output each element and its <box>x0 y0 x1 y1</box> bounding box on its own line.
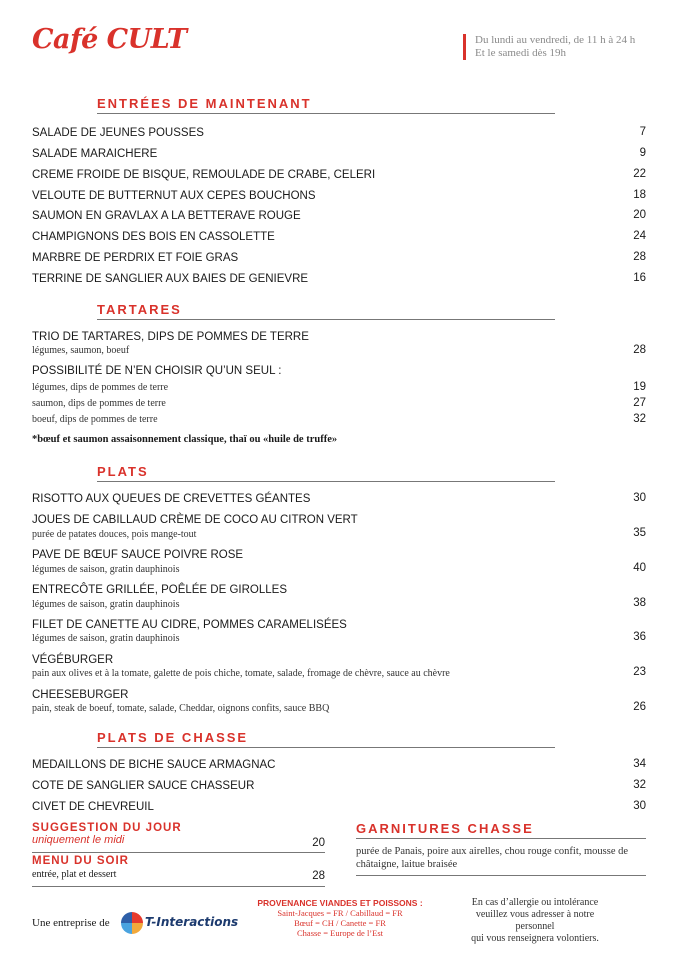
allergy-line: qui vous renseignera volontiers. <box>471 933 599 944</box>
section-title-entrees: ENTRÉES DE MAINTENANT <box>97 96 555 114</box>
menu-item <box>32 251 646 265</box>
item-description: pain, steak de boeuf, tomate, salade, Cheddar, oignons confits, sauce BBQ <box>32 703 330 714</box>
menu-item <box>32 230 646 244</box>
item-name: CREME FROIDE DE BISQUE, REMOULADE DE CRABE, CELERI <box>32 169 376 181</box>
menu-soir-title: MENU DU SOIR <box>32 855 129 867</box>
opening-hours <box>463 34 635 60</box>
item-description: légumes de saison, gratin dauphinois <box>32 564 180 575</box>
item-name: CHEESEBURGER <box>32 689 129 701</box>
item-price: 34 <box>633 758 646 770</box>
item-price: 7 <box>639 126 646 138</box>
suggestion-subtitle: uniquement le midi <box>32 834 125 846</box>
company-prefix: Une entreprise de <box>32 917 110 929</box>
menu-item <box>32 168 646 182</box>
menu-item <box>32 583 646 597</box>
menu-item <box>32 189 646 203</box>
item-price: 30 <box>633 492 646 504</box>
garnitures-text: purée de Panais, poire aux airelles, chou rouge confit, mousse de châtaigne, laitue braisée <box>356 845 646 876</box>
menu-item <box>32 800 646 814</box>
item-name: CHAMPIGNONS DES BOIS EN CASSOLETTE <box>32 231 275 243</box>
item-price: 16 <box>633 272 646 284</box>
item-price: 28 <box>633 344 646 356</box>
item-name: SALADE DE JEUNES POUSSES <box>32 127 204 139</box>
item-price: 32 <box>633 413 646 425</box>
item-price: 27 <box>633 397 646 409</box>
allergy-notice <box>460 897 610 945</box>
item-price: 18 <box>633 189 646 201</box>
item-price: 32 <box>633 779 646 791</box>
section-title-chasse: PLATS DE CHASSE <box>97 730 555 748</box>
menu-item <box>32 548 646 562</box>
menu-soir-desc: entrée, plat et dessert <box>32 869 117 880</box>
menu-subheading <box>32 364 646 378</box>
item-price: 28 <box>633 251 646 263</box>
garnitures-title: GARNITURES CHASSE <box>356 821 646 839</box>
brand-logo: Café CULT <box>32 24 187 55</box>
item-description: légumes, saumon, boeuf <box>32 345 130 356</box>
item-name: RISOTTO AUX QUEUES DE CREVETTES GÉANTES <box>32 493 311 505</box>
item-name: VÉGÉBURGER <box>32 654 114 666</box>
hours-line: Du lundi au vendredi, de 11 h à 24 h <box>475 34 636 46</box>
item-name: TERRINE DE SANGLIER AUX BAIES DE GENIEVRE <box>32 273 309 285</box>
item-description: purée de patates douces, pois mange-tout <box>32 529 197 540</box>
suggestion-title: SUGGESTION DU JOUR <box>32 822 182 834</box>
item-description: légumes, dips de pommes de terre <box>32 382 169 393</box>
menu-item <box>32 758 646 772</box>
item-name: MARBRE DE PERDRIX ET FOIE GRAS <box>32 252 239 264</box>
provenance-line: Saint-Jacques = FR / Cabillaud = FR <box>277 908 403 918</box>
provenance-line: Chasse = Europe de l’Est <box>297 928 383 938</box>
item-name: COTE DE SANGLIER SAUCE CHASSEUR <box>32 780 255 792</box>
item-name: CIVET DE CHEVREUIL <box>32 801 154 813</box>
item-name: JOUES DE CABILLAUD CRÈME DE COCO AU CITRON VERT <box>32 514 358 526</box>
item-description: légumes de saison, gratin dauphinois <box>32 599 180 610</box>
provenance-title: PROVENANCE VIANDES ET POISSONS : <box>257 898 423 908</box>
choice-title: POSSIBILITÉ DE N’EN CHOISIR QU’UN SEUL : <box>32 365 282 377</box>
item-price: 36 <box>633 631 646 643</box>
allergy-line: En cas d’allergie ou intolérance <box>471 897 599 908</box>
item-name: ENTRECÔTE GRILLÉE, POÊLÉE DE GIROLLES <box>32 584 287 596</box>
item-name: FILET DE CANETTE AU CIDRE, POMMES CARAMELISÉES <box>32 619 347 631</box>
item-price: 9 <box>639 147 646 159</box>
item-name: PAVE DE BŒUF SAUCE POIVRE ROSE <box>32 549 244 561</box>
t-interactions-logo-icon <box>121 912 143 934</box>
item-price: 19 <box>633 381 646 393</box>
item-price: 23 <box>633 666 646 678</box>
item-name: TRIO DE TARTARES, DIPS DE POMMES DE TERRE <box>32 331 309 343</box>
item-name: VELOUTE DE BUTTERNUT AUX CEPES BOUCHONS <box>32 190 316 202</box>
section-title-tartares: TARTARES <box>97 302 555 320</box>
menu-item <box>32 653 646 667</box>
menu-soir-price: 28 <box>312 870 325 882</box>
menu-item <box>32 492 646 506</box>
item-name: SAUMON EN GRAVLAX A LA BETTERAVE ROUGE <box>32 210 301 222</box>
item-price: 22 <box>633 168 646 180</box>
hours-line: Et le samedi dès 19h <box>475 47 567 59</box>
item-description: boeuf, dips de pommes de terre <box>32 414 158 425</box>
section-title-plats: PLATS <box>97 464 555 482</box>
menu-item <box>32 330 646 344</box>
item-description: légumes de saison, gratin dauphinois <box>32 633 180 644</box>
menu-item <box>32 618 646 632</box>
item-price: 24 <box>633 230 646 242</box>
menu-item <box>32 688 646 702</box>
menu-item <box>32 209 646 223</box>
menu-item <box>32 513 646 527</box>
item-price: 20 <box>633 209 646 221</box>
suggestion-box <box>32 822 325 853</box>
allergy-line: veuillez vous adresser à notre personnel <box>475 909 595 932</box>
item-description: saumon, dips de pommes de terre <box>32 398 166 409</box>
provenance-box <box>240 898 440 938</box>
item-price: 38 <box>633 597 646 609</box>
item-name: SALADE MARAICHERE <box>32 148 158 160</box>
item-name: MEDAILLONS DE BICHE SAUCE ARMAGNAC <box>32 759 276 771</box>
suggestion-price: 20 <box>312 837 325 849</box>
item-price: 40 <box>633 562 646 574</box>
provenance-line: Bœuf = CH / Canette = FR <box>294 918 386 928</box>
menu-soir-box <box>32 855 325 887</box>
menu-item <box>32 779 646 793</box>
item-price: 35 <box>633 527 646 539</box>
menu-item <box>32 147 646 161</box>
company-name: T-Interactions <box>145 915 239 929</box>
menu-item <box>32 272 646 286</box>
tartare-note: *bœuf et saumon assaisonnement classique, thaï ou «huile de truffe» <box>32 434 338 445</box>
item-price: 30 <box>633 800 646 812</box>
menu-item <box>32 126 646 140</box>
item-price: 26 <box>633 701 646 713</box>
item-description: pain aux olives et à la tomate, galette de pois chiche, tomate, salade, fromage de chèvre, sauce au chèvre <box>32 668 450 679</box>
